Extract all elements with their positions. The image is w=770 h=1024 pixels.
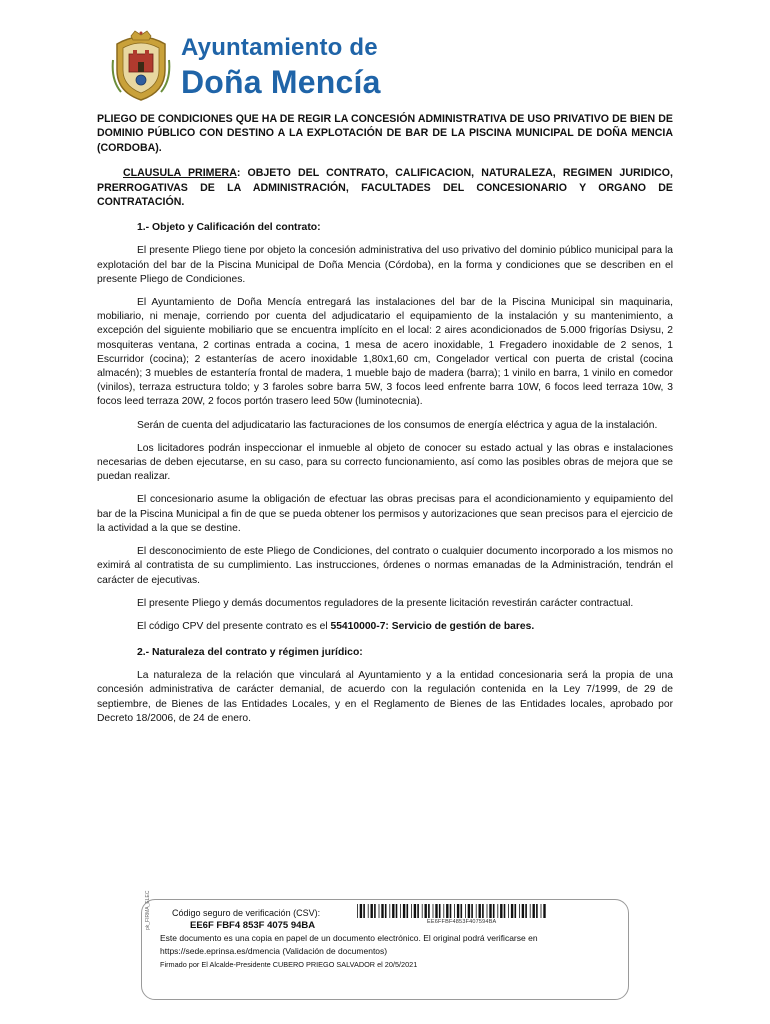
footer-side-code: pk_FIRMA_ELEC <box>145 890 151 930</box>
clausula-text: : OBJETO DEL CONTRATO, CALIFICACION, NATURALEZA, REGIMEN JURIDICO, PRERROGATIVAS DE LA ADMINISTRACIÓN, FACULTADES DEL CONCESIONARIO Y ORGANO DE CONTRATACIÓN. <box>97 167 673 209</box>
footer-copy-notice: Este documento es una copia en papel de un documento electrónico. El original podrá verificarse en <box>160 933 538 943</box>
document-body <box>97 112 673 726</box>
document-title: PLIEGO DE CONDICIONES QUE HA DE REGIR LA CONCESIÓN ADMINISTRATIVA DE USO PRIVATIVO DE BIEN DE DOMINIO PÚBLICO CON DESTINO A LA EXPLOTACIÓN DE BAR DE LA PISCINA MUNICIPAL DE DOÑA MENCIA (CORDOBA). <box>97 113 673 154</box>
paragraph-4: Los licitadores podrán inspeccionar el inmueble al objeto de conocer su estado actual y las obras e instalaciones necesarias de deben ejecutarse, en su caso, para su correcto funcionamiento, así como las posibles obras de mejora que se puedan realizar. <box>97 442 673 483</box>
cpv-prefix: El código CPV del presente contrato es el <box>137 620 331 632</box>
paragraph-7: El presente Pliego y demás documentos reguladores de la presente licitación revestirán carácter contractual. <box>137 597 634 609</box>
section-1-heading: 1.- Objeto y Calificación del contrato: <box>137 222 321 234</box>
organization-name-line2: Doña Mencía <box>181 64 381 100</box>
organization-name-line1: Ayuntamiento de <box>181 34 378 61</box>
footer-verification-url[interactable]: https://sede.eprinsa.es/dmencia (Validación de documentos) <box>160 946 388 956</box>
municipal-seal-icon <box>111 30 171 102</box>
csv-code: EE6F FBF4 853F 4075 94BA <box>190 920 316 931</box>
clausula-heading <box>97 166 673 209</box>
verification-footer <box>141 890 629 1000</box>
paragraph-1: El presente Pliego tiene por objeto la concesión administrativa del uso privativo del dominio público municipal para la explotación del bar de la Piscina Municipal de Doña Mencia (Córdoba), en la forma y condiciones que se describen en el presente Pliego de Condiciones. <box>97 245 673 285</box>
clausula-label: CLAUSULA PRIMERA <box>123 167 237 180</box>
paragraph-cpv <box>97 620 673 634</box>
paragraph-5: El concesionario asume la obligación de efectuar las obras precisas para el acondicionamiento y equipamiento del bar de la Piscina Municipal a fin de que se pueda obtener los permisos y autorizaciones que sean precisos para el ejercicio de la actividad a la que se destine. <box>97 494 673 534</box>
paragraph-6: El desconocimiento de este Pliego de Condiciones, del contrato o cualquier documento incorporado a los mismos no eximirá al contratista de su cumplimiento. Las instrucciones, órdenes o normas emanadas de la Administración, tendrán el carácter de ejecutivas. <box>97 546 673 586</box>
barcode-text: EE6FFBF4853F407594BA <box>427 919 497 925</box>
footer-signature: Firmado por El Alcalde-Presidente CUBERO PRIEGO SALVADOR el 20/5/2021 <box>160 960 418 969</box>
section-2-heading: 2.- Naturaleza del contrato y régimen jurídico: <box>137 647 363 659</box>
page-header <box>105 30 405 105</box>
paragraph-2: El Ayuntamiento de Doña Mencía entregará las instalaciones del bar de la Piscina Municipal sin maquinaria, mobiliario, ni menaje, corriendo por cuenta del adjudicatario el equipamiento de la instalación y su mantenimiento, a excepción del siguiente mobiliario que se encuentra implícito en el local: 2 aires acondicionados de 5.000 frigorías Dsiysu, 2 mosquiteras ventana, 2 cortinas entrada a cocina, 1 mesa de acero inoxidable, 1 Fregadero inoxidable de 2 senos, 1 Escurridor (cocina); 2 estanterías de acero inoxidable 1,80x1,60 cm, Congelador vertical con puerta de cristal (cocina almacén); 3 muebles de estantería frontal de madera, 1 mueble bajo de madera (barra); 1 vinilo en barra, 1 vinilo en comedor (vinilos), terraza estructura toldo; y 3 faroles sobre barra 5W, 3 focos leed enfrente barra 10W, 6 focos leed terraza 10w, 3 focos leed terraza 20W, 2 focos portón trasero leed 50w (luminotecnia). <box>97 297 673 408</box>
paragraph-3: Serán de cuenta del adjudicatario las facturaciones de los consumos de energía eléctrica y agua de la instalación. <box>137 419 658 431</box>
csv-label: Código seguro de verificación (CSV): <box>172 908 321 918</box>
paragraph-9: La naturaleza de la relación que vinculará al Ayuntamiento y a la entidad concesionaria será la propia de una concesión administrativa de carácter demanial, de acuerdo con la regulación contenida en la Ley 7/1999, de 29 de septiembre, de Bienes de las Entidades Locales, y en el Reglamento de Bienes de las Entidades locales, aprobado por Decreto 18/2006, de 24 de enero. <box>97 670 673 724</box>
cpv-code: 55410000-7: Servicio de gestión de bares. <box>330 620 535 632</box>
barcode-icon <box>357 904 547 918</box>
